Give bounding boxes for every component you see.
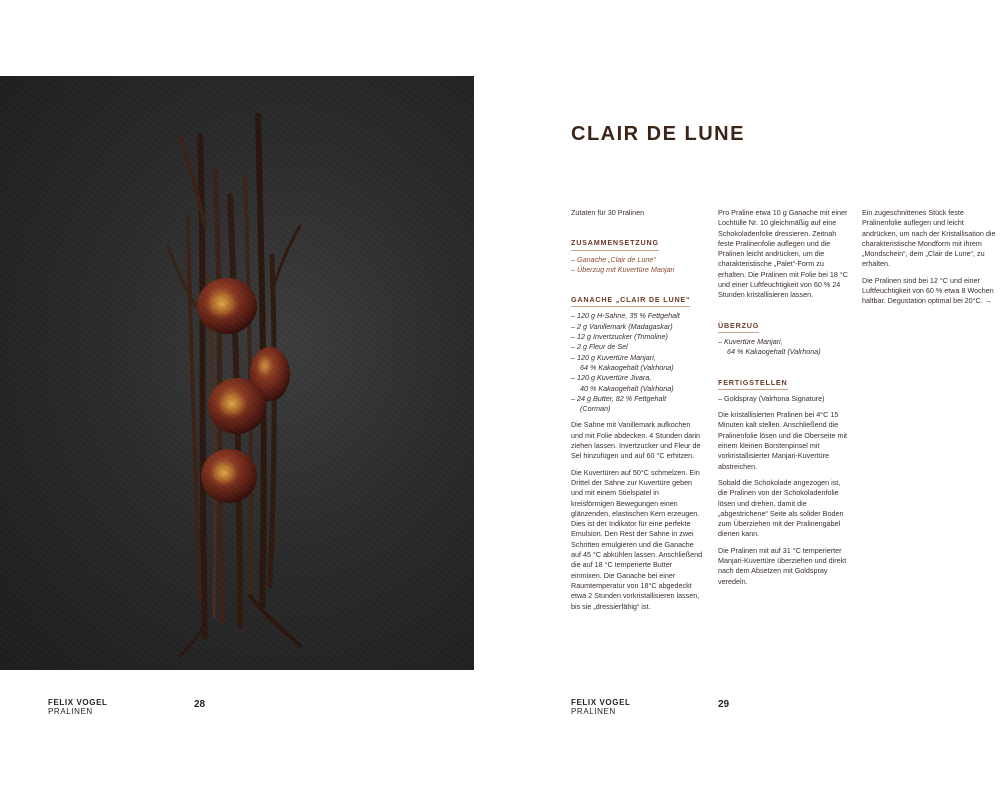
moon-form-paragraph: Ein zugeschnittenes Stück feste Pralinenfolie auflegen und leicht andrücken, um nach der Kristallisation die charakteristische Mondform mit ihrem „Mondschein“, dem „Clair de Lune“, zu erhalten. — [862, 208, 996, 269]
list-item: – 120 g H-Sahne, 35 % Fettgehalt — [571, 311, 704, 321]
list-item: – 120 g Kuvertüre Jivara, 40 % Kakaogehalt (Valrhona) — [571, 373, 704, 394]
list-item: – 120 g Kuvertüre Manjari, 64 % Kakaogehalt (Valrhona) — [571, 353, 704, 374]
left-footer — [48, 698, 108, 716]
list-item: – 12 g Invertzucker (Trimoline) — [571, 332, 704, 342]
list-item: – Kuvertüre Manjari, 64 % Kakaogehalt (Valrhona) — [718, 337, 851, 358]
list-item: – 2 g Vanillemark (Madagaskar) — [571, 322, 704, 332]
ganache-paragraph-2: Die Kuvertüren auf 50°C schmelzen. Ein Drittel der Sahne zur Kuvertüre geben und mit einem Stielspatel in kreisförmigen Bewegungen einen glänzenden, elastischen Kern erzeugen. Dies ist der Indikator für eine perfekte Emulsion. Den Rest der Sahne in zwei Schritten emulgieren und die Ganache auf 45 °C abkühlen lassen. Anschließend die auf 18 °C temperierte Butter einmixen. Die Ganache bei einer Raumtemperatur von 18°C abgedeckt etwa 2 Stunden vorkristallisieren lassen, bis sie „dressierfähig“ ist. — [571, 467, 703, 611]
list-item: – 2 g Fleur de Sel — [571, 342, 704, 352]
vanilla-pralines-photo — [0, 76, 474, 670]
ueberzug-list — [718, 337, 851, 358]
right-footer — [571, 698, 631, 716]
recipe-column-2 — [718, 208, 851, 593]
recipe-title: CLAIR DE LUNE — [571, 123, 745, 145]
list-item: – Goldspray (Valrhona Signature) — [718, 394, 851, 404]
page-number-right: 29 — [718, 699, 730, 710]
page-number-left: 28 — [194, 699, 206, 710]
storage-paragraph: Die Pralinen sind bei 12 °C und einer Luftfeuchtigkeit von 60 % etwa 8 Wochen haltbar. Degustation optimal bei 20°C. → — [862, 275, 994, 306]
finishing-paragraph-2: Sobald die Schokolade angezogen ist, die Pralinen von der Schokoladenfolie lösen und drehen, damit die „abgestrichene“ Seite als solider Boden zum Überziehen mit der Pralinengabel dienen kann. — [718, 477, 844, 539]
footer-author: FELIX VOGEL — [48, 698, 108, 707]
zusammensetzung-list — [571, 255, 704, 276]
footer-book: PRALINEN — [571, 707, 616, 716]
list-item: – Ganache „Clair de Lune“ — [571, 255, 704, 265]
list-item: – Überzug mit Kuvertüre Manjari — [571, 265, 704, 275]
ganache-paragraph-1: Die Sahne mit Vanillemark aufkochen und mit Folie abdecken. 4 Stunden darin ziehen lassen. Invertzucker und Fleur de Sel hinzufügen und auf 60 °C erhitzen. — [571, 420, 701, 461]
recipe-column-1 — [571, 208, 704, 618]
finishing-paragraph-3: Die Pralinen mit auf 31 °C temperierter Manjari-Kuvertüre überziehen und direkt nach dem Absetzen mit Goldspray veredeln. — [718, 545, 847, 586]
finishing-paragraph-1: Die kristallisierten Pralinen bei 4°C 15 Minuten kalt stellen. Anschließend die Pralinenfolie lösen und die Oberseite mit einem kleinen Borstenpinsel mit vorkristallisierter Manjari-Kuvertüre abstreichen. — [718, 410, 848, 471]
footer-author: FELIX VOGEL — [571, 698, 631, 707]
dressing-paragraph: Pro Praline etwa 10 g Ganache mit einer Lochtülle Nr. 10 gleichmäßig auf eine Schokoladenfolie dressieren. Zeitnah feste Pralinenfolie auflegen und die Pralinen leicht andrücken, um die charakteristische „Palet“-Form zu erhalten. Die Pralinen mit Folie bei 18 °C und einer Luftfeuchtigkeit von 60 % 24 Stunden kristallisieren lassen. — [718, 208, 848, 300]
recipe-column-3 — [862, 208, 996, 313]
intro-text: Zutaten für 30 Pralinen — [571, 208, 645, 217]
section-heading-ganache: GANACHE „CLAIR DE LUNE“ — [571, 295, 690, 307]
section-heading-ueberzug: ÜBERZUG — [718, 321, 759, 333]
ganache-ingredients — [571, 311, 704, 414]
section-heading-zusammensetzung: ZUSAMMENSETZUNG — [571, 238, 659, 250]
fertigstellen-list — [718, 394, 851, 404]
list-item: – 24 g Butter, 82 % Fettgehalt (Corman) — [571, 394, 704, 415]
section-heading-fertigstellen: FERTIGSTELLEN — [718, 378, 788, 390]
footer-book: PRALINEN — [48, 707, 93, 716]
